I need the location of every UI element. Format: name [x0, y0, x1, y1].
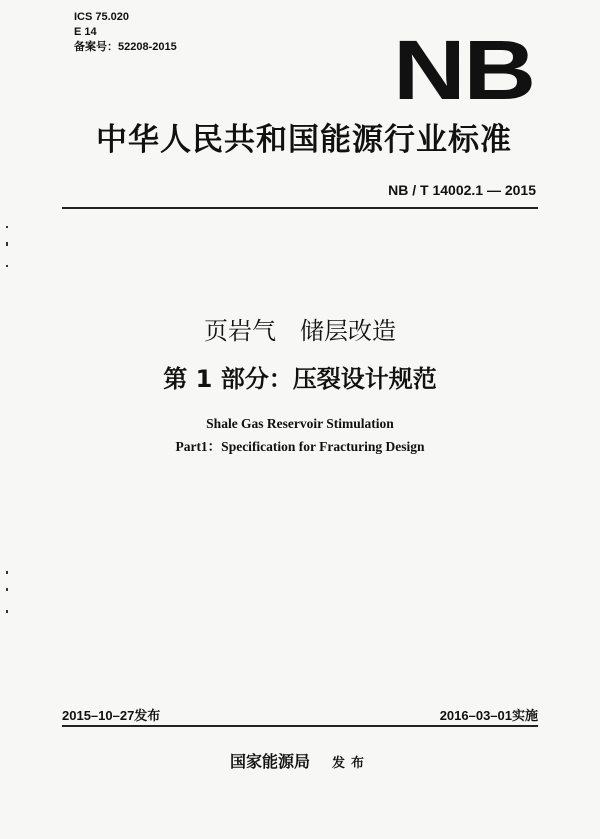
implementation-date: 2016–03–01实施 — [439, 708, 538, 723]
bottom-divider — [62, 725, 538, 727]
chinese-title-line-2: 第 1 部分：压裂设计规范 — [163, 365, 437, 393]
standard-number: NB / T 14002.1 — 2015 — [388, 182, 536, 198]
ics-code: ICS 75.020 — [74, 11, 130, 23]
standard-type-heading: 中华人民共和国能源行业标准 — [96, 122, 512, 158]
scan-mark — [6, 226, 8, 228]
issuer-line — [0, 749, 600, 772]
top-divider — [62, 207, 538, 209]
chinese-title-line-1: 页岩气 储层改造 — [204, 317, 396, 345]
english-title-line-2: Part1：Specification for Fracturing Design — [175, 439, 425, 454]
issuing-authority: 国家能源局 — [229, 752, 310, 771]
nb-logo: NB — [393, 23, 534, 117]
issue-action: 发布 — [332, 756, 371, 771]
scan-mark — [6, 610, 8, 613]
filing-number: 备案号：52208-2015 — [74, 41, 177, 53]
ccs-code: E 14 — [74, 26, 97, 38]
scan-mark — [6, 265, 8, 267]
english-title-line-1: Shale Gas Reservoir Stimulation — [206, 416, 394, 431]
scan-mark — [6, 242, 8, 246]
classification-block — [74, 10, 177, 55]
scan-mark — [6, 571, 8, 574]
issue-date: 2015–10–27发布 — [62, 708, 161, 723]
scan-mark — [6, 588, 8, 591]
